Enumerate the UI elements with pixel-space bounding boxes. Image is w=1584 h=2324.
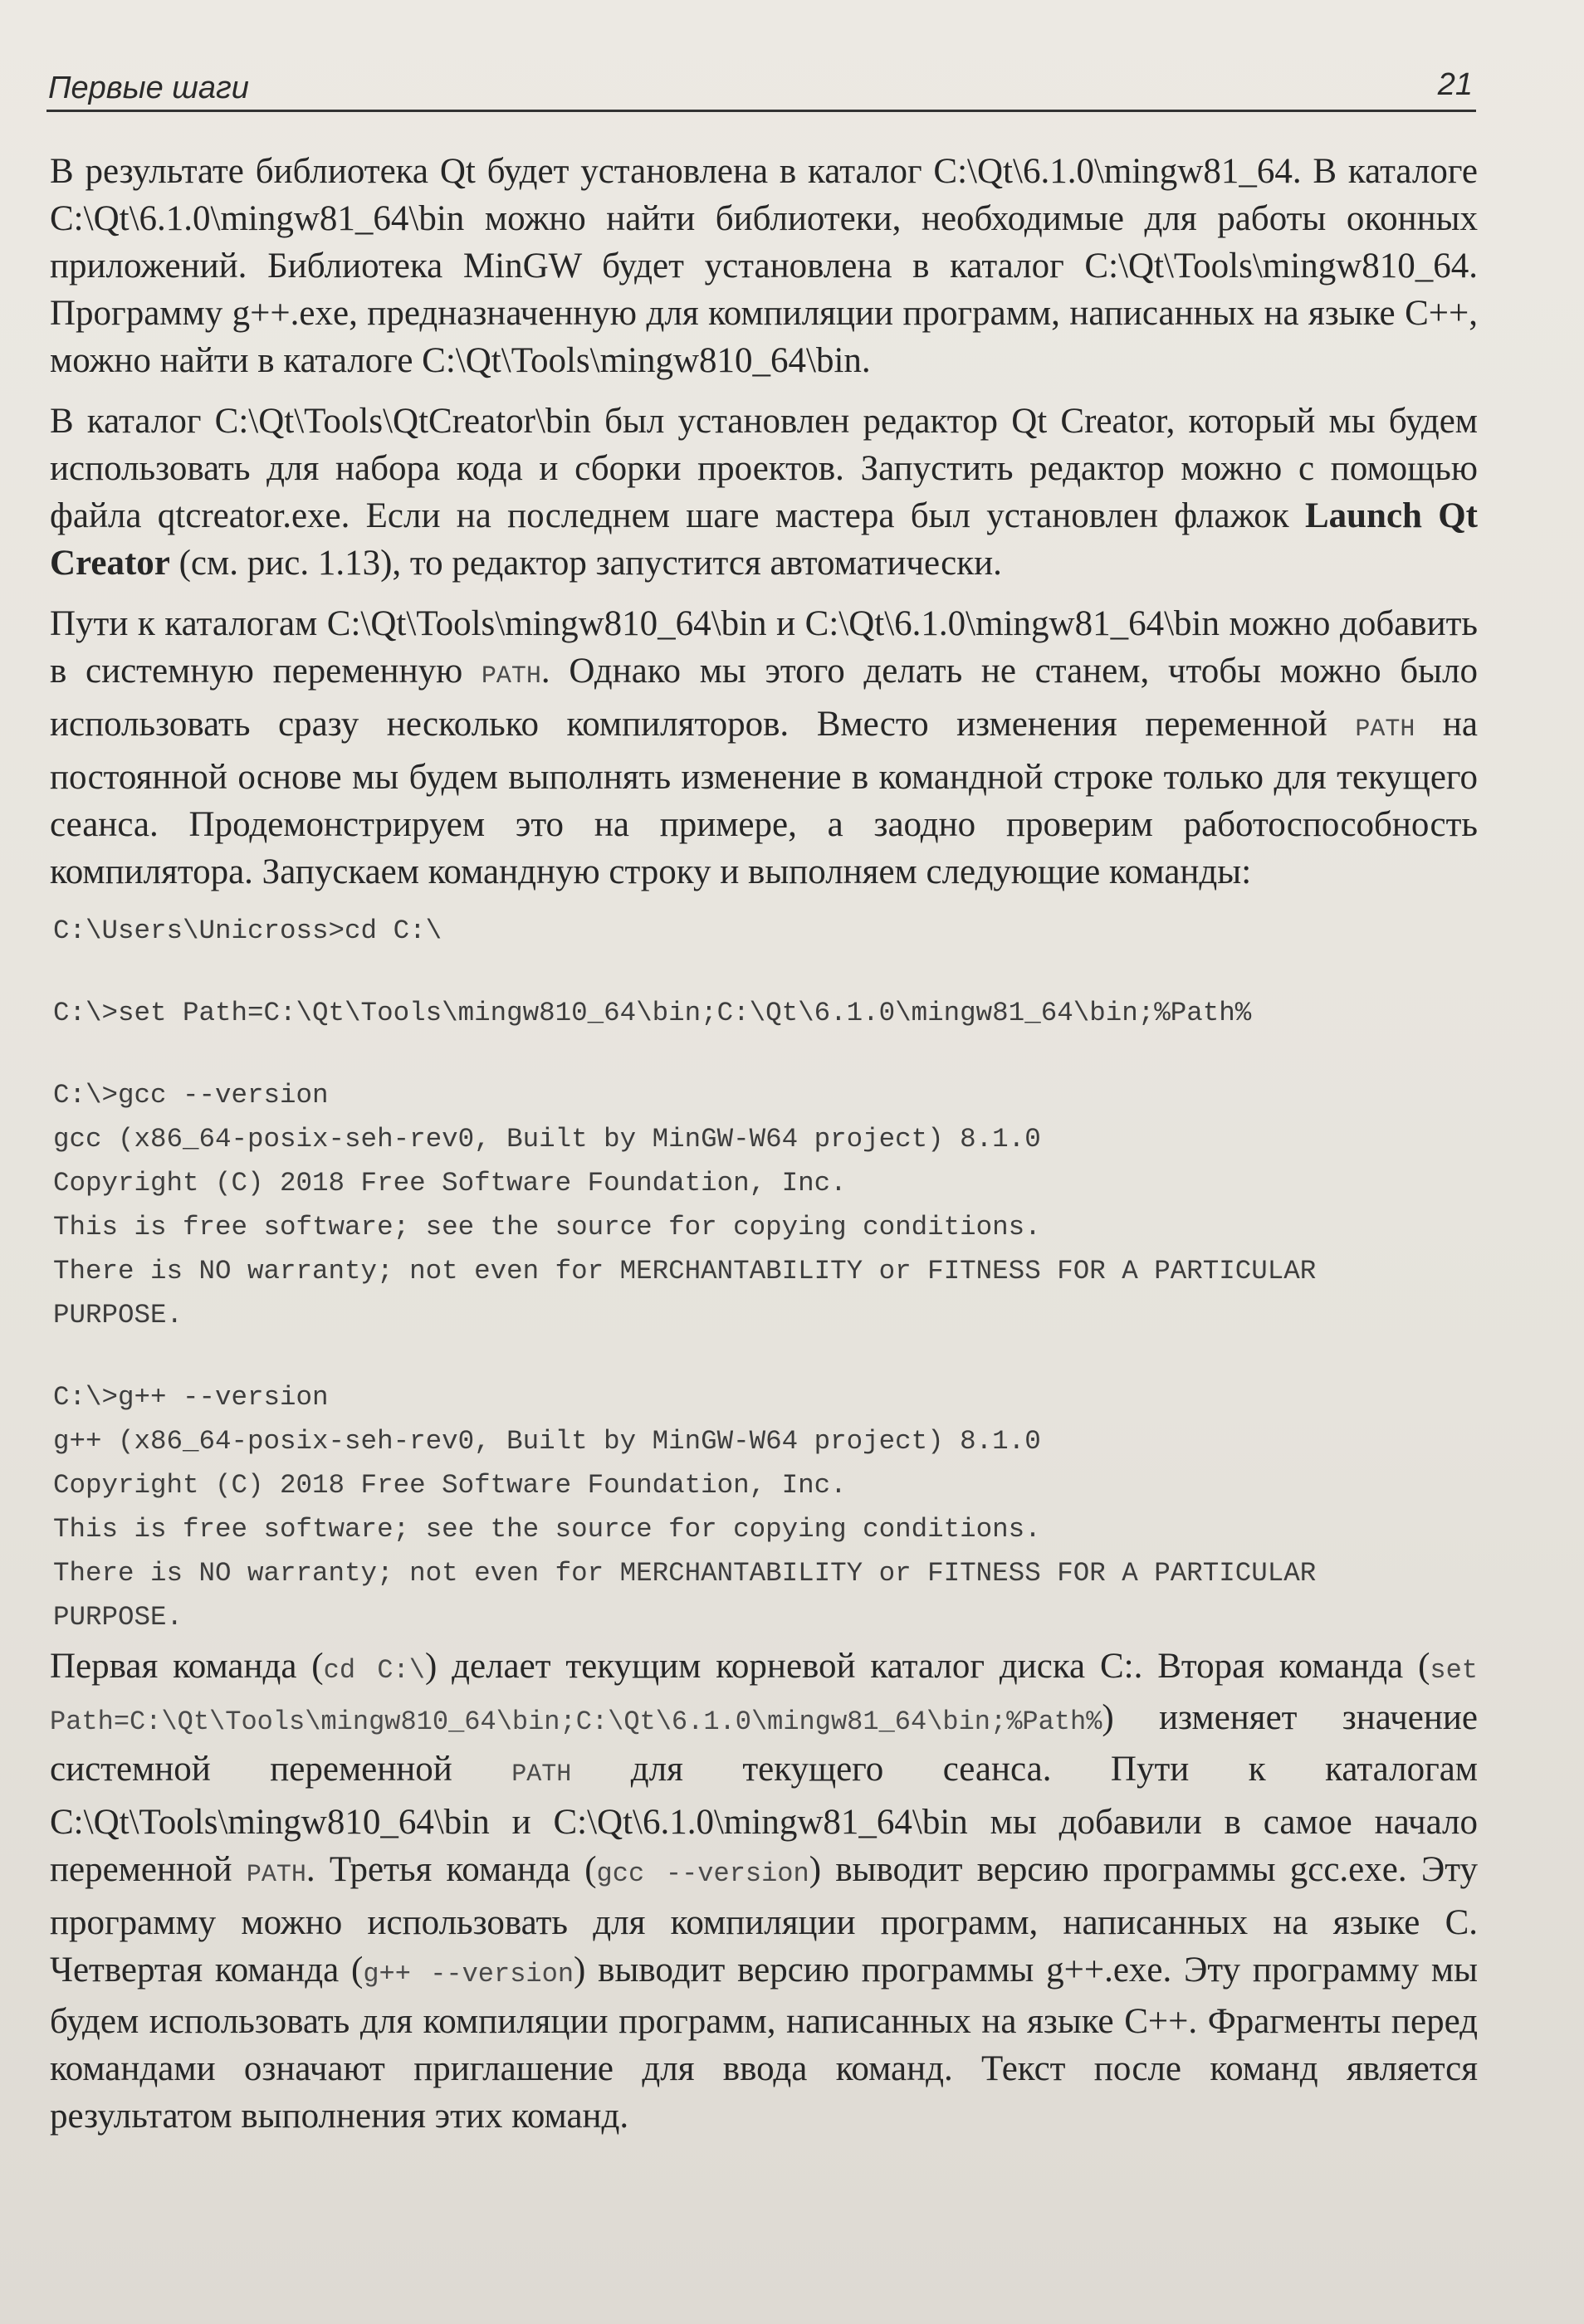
code-line: C:\>g++ --version <box>53 1382 329 1413</box>
paragraph-path-variable <box>50 600 1478 896</box>
command-listing <box>53 909 1478 1639</box>
code-line: There is NO warranty; not even for MERCHANTABILITY or FITNESS FOR A PARTICULAR <box>53 1256 1317 1286</box>
code-line: This is free software; see the source for copying conditions. <box>53 1514 1041 1545</box>
paragraph-command-explanation <box>50 1643 1478 2140</box>
running-header <box>46 58 1476 112</box>
code-line: g++ (x86_64-posix-seh-rev0, Built by MinGW-W64 project) 8.1.0 <box>53 1426 1041 1457</box>
path-variable-name: PATH <box>511 1760 572 1789</box>
inline-command: gcc --version <box>596 1858 809 1889</box>
paragraph-text: ) выводит версию программы g++.exe. Эту программу мы будем использовать для компиляции программ, написанных на языке C++. Фрагменты перед командами означают приглашение для ввода команд. Текст после команд является результатом выполнения этих команд. <box>50 1950 1478 2136</box>
paragraph-text: В каталог C:\Qt\Tools\QtCreator\bin был установлен редактор Qt Creator, который мы будем использовать для набора кода и сборки проектов. Запустить редактор можно с помощью файла qtcreator.exe. Если на последнем шаге мастера был установлен флажок <box>50 402 1478 535</box>
path-variable-name: PATH <box>1355 715 1415 744</box>
code-line: This is free software; see the source for copying conditions. <box>53 1212 1041 1243</box>
paragraph-qt-install-location: В результате библиотека Qt будет установлена в каталог C:\Qt\6.1.0\mingw81_64. В каталоге C:\Qt\6.1.0\mingw81_64\bin можно найти библиотеки, необходимые для работы оконных приложений. Библиотека MinGW будет установлена в каталог C:\Qt\Tools\mingw810_64. Программу g++.exe, предназначенную для компиляции программ, написанных на языке C++, можно найти в каталоге C:\Qt\Tools\mingw810_64\bin. <box>50 152 1478 380</box>
paragraph-text: (см. рис. 1.13), то редактор запустится автоматически. <box>169 544 1002 583</box>
inline-command: cd C:\ <box>323 1655 425 1686</box>
code-line: C:\>gcc --version <box>53 1080 329 1111</box>
inline-command: set Path=C:\Qt\Tools\mingw810_64\bin;C:\Qt\6.1.0\mingw81_64\bin;%Path% <box>50 1655 1478 1737</box>
paragraph-text: . Третья команда ( <box>306 1850 597 1889</box>
code-blank <box>53 953 1478 991</box>
paragraph-text: ) выводит версию программы gcc.exe. Эту программу можно использовать для компиляции программ, написанных на языке C. Четвертая команда ( <box>50 1850 1478 1990</box>
paragraph-text: на постоянной основе мы будем выполнять изменение в командной строке только для текущего сеанса. Продемонстрируем это на примере, а заодно проверим работоспособность компилятора. Запускаем командную строку и выполняем следующие команды: <box>50 705 1478 891</box>
code-line: gcc (x86_64-posix-seh-rev0, Built by MinGW-W64 project) 8.1.0 <box>53 1124 1041 1155</box>
code-line: C:\>set Path=C:\Qt\Tools\mingw810_64\bin;C:\Qt\6.1.0\mingw81_64\bin;%Path% <box>53 998 1252 1028</box>
launch-qt-creator-label: Launch Qt Creator <box>50 496 1478 583</box>
code-line: There is NO warranty; not even for MERCHANTABILITY or FITNESS FOR A PARTICULAR <box>53 1558 1317 1589</box>
code-line: PURPOSE. <box>53 1602 183 1633</box>
page-number: 21 <box>1437 67 1473 102</box>
section-title: Первые шаги <box>48 71 249 105</box>
code-line: Copyright (C) 2018 Free Software Foundation, Inc. <box>53 1470 847 1501</box>
code-line: Copyright (C) 2018 Free Software Foundation, Inc. <box>53 1168 847 1199</box>
code-line: C:\Users\Unicross>cd C:\ <box>53 915 442 946</box>
path-variable-name: PATH <box>246 1861 306 1889</box>
paragraph-text: для текущего сеанса. Пути к каталогам C:\Qt\Tools\mingw810_64\bin и C:\Qt\6.1.0\mingw81_64\bin мы добавили в самое начало переменной <box>50 1750 1478 1889</box>
paragraph-qt-creator <box>50 398 1478 587</box>
paragraph-text: Пути к каталогам C:\Qt\Tools\mingw810_64\bin и C:\Qt\6.1.0\mingw81_64\bin можно добавить в системную переменную <box>50 604 1478 691</box>
code-blank <box>53 1337 1478 1375</box>
code-line: PURPOSE. <box>53 1300 183 1330</box>
paragraph-text: ) изменяет значение системной переменной <box>50 1698 1478 1789</box>
inline-command: g++ --version <box>363 1959 574 1990</box>
paragraph-text: . Однако мы этого делать не станем, чтобы можно было использовать сразу несколько компиляторов. Вместо изменения переменной <box>50 652 1478 744</box>
code-blank <box>53 1035 1478 1073</box>
paragraph-text: ) делает текущим корневой каталог диска C:. Вторая команда ( <box>424 1647 1430 1686</box>
page-body <box>50 148 1478 2153</box>
path-variable-name: PATH <box>481 662 541 691</box>
paragraph-text: Первая команда ( <box>50 1647 324 1686</box>
